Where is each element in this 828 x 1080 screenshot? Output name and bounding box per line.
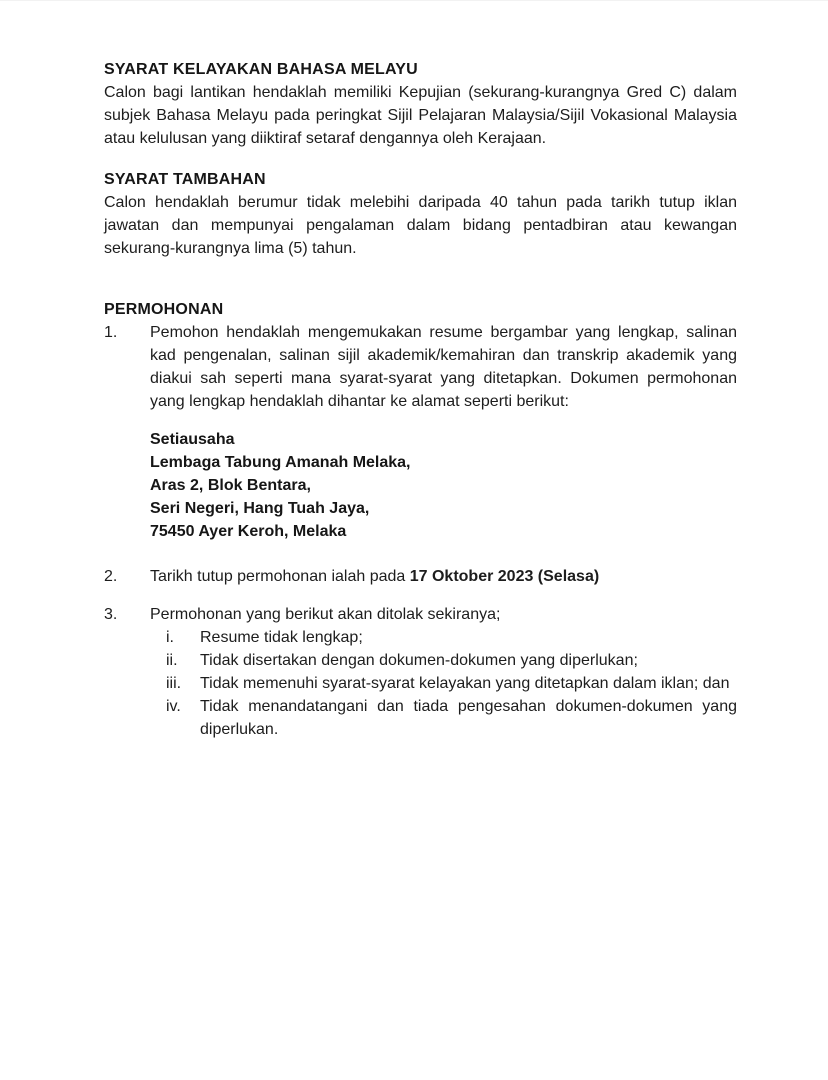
subitem-i [166,626,737,649]
section-heading-syarat-kelayakan: SYARAT KELAYAKAN BAHASA MELAYU [104,61,418,78]
section-syarat-kelayakan-bahasa-melayu [104,58,737,150]
item-1-body [150,321,737,543]
subitem-iii-text: Tidak memenuhi syarat-syarat kelayakan yang ditetapkan dalam iklan; dan [200,675,730,692]
subitem-i-marker: i. [166,629,174,646]
item-3-body [150,603,737,741]
subitem-i-text: Resume tidak lengkap; [200,629,363,646]
address-line-postcode-city: 75450 Ayer Keroh, Melaka [150,523,347,540]
item-3-text: Permohonan yang berikut akan ditolak sekiranya; [150,606,501,623]
address-line-organization: Lembaga Tabung Amanah Melaka, [150,454,411,471]
address-line-recipient: Setiausaha [150,431,235,448]
closing-date-prefix: Tarikh tutup permohonan ialah pada [150,568,410,585]
subitem-iv [166,695,737,741]
section-heading-permohonan: PERMOHONAN [104,301,224,318]
section-body-syarat-kelayakan: Calon bagi lantikan hendaklah memiliki Kepujian (sekurang-kurangnya Gred C) dalam subjek Bahasa Melayu pada peringkat Sijil Pelajaran Malaysia/Sijil Vokasional Malaysia atau kelulusan yang diiktiraf setaraf dengannya oleh Kerajaan. [104,84,737,147]
numbered-item-2 [104,565,737,588]
item-2-body [150,565,737,588]
subitem-ii-text: Tidak disertakan dengan dokumen-dokumen yang diperlukan; [200,652,638,669]
subitem-iii-marker: iii. [166,675,182,692]
item-1-number: 1. [104,324,118,341]
subitem-iv-text: Tidak menandatangani dan tiada pengesahan dokumen-dokumen yang diperlukan. [200,698,737,738]
item-1-text: Pemohon hendaklah mengemukakan resume bergambar yang lengkap, salinan kad pengenalan, salinan sijil akademik/kemahiran dan transkrip akademik yang diakui sah seperti mana syarat-syarat yang ditetapkan. Dokumen permohonan yang lengkap hendaklah dihantar ke alamat seperti berikut: [150,324,737,410]
address-block [150,428,737,543]
item-3-number: 3. [104,606,118,623]
address-line-floor-block: Aras 2, Blok Bentara, [150,477,311,494]
section-permohonan [104,298,737,741]
numbered-item-3 [104,603,737,741]
section-body-syarat-tambahan: Calon hendaklah berumur tidak melebihi daripada 40 tahun pada tarikh tutup iklan jawatan dan mempunyai pengalaman dalam bidang pentadbiran atau kewangan sekurang-kurangnya lima (5) tahun. [104,194,737,257]
subitem-iv-marker: iv. [166,698,181,715]
section-heading-syarat-tambahan: SYARAT TAMBAHAN [104,171,266,188]
address-line-area: Seri Negeri, Hang Tuah Jaya, [150,500,370,517]
subitem-ii [166,649,737,672]
closing-date: 17 Oktober 2023 (Selasa) [409,568,600,585]
numbered-item-1 [104,321,737,543]
section-syarat-tambahan [104,168,737,260]
subitem-iii [166,672,737,695]
item-2-text [150,565,737,588]
subitem-ii-marker: ii. [166,652,178,669]
item-2-number: 2. [104,568,118,585]
